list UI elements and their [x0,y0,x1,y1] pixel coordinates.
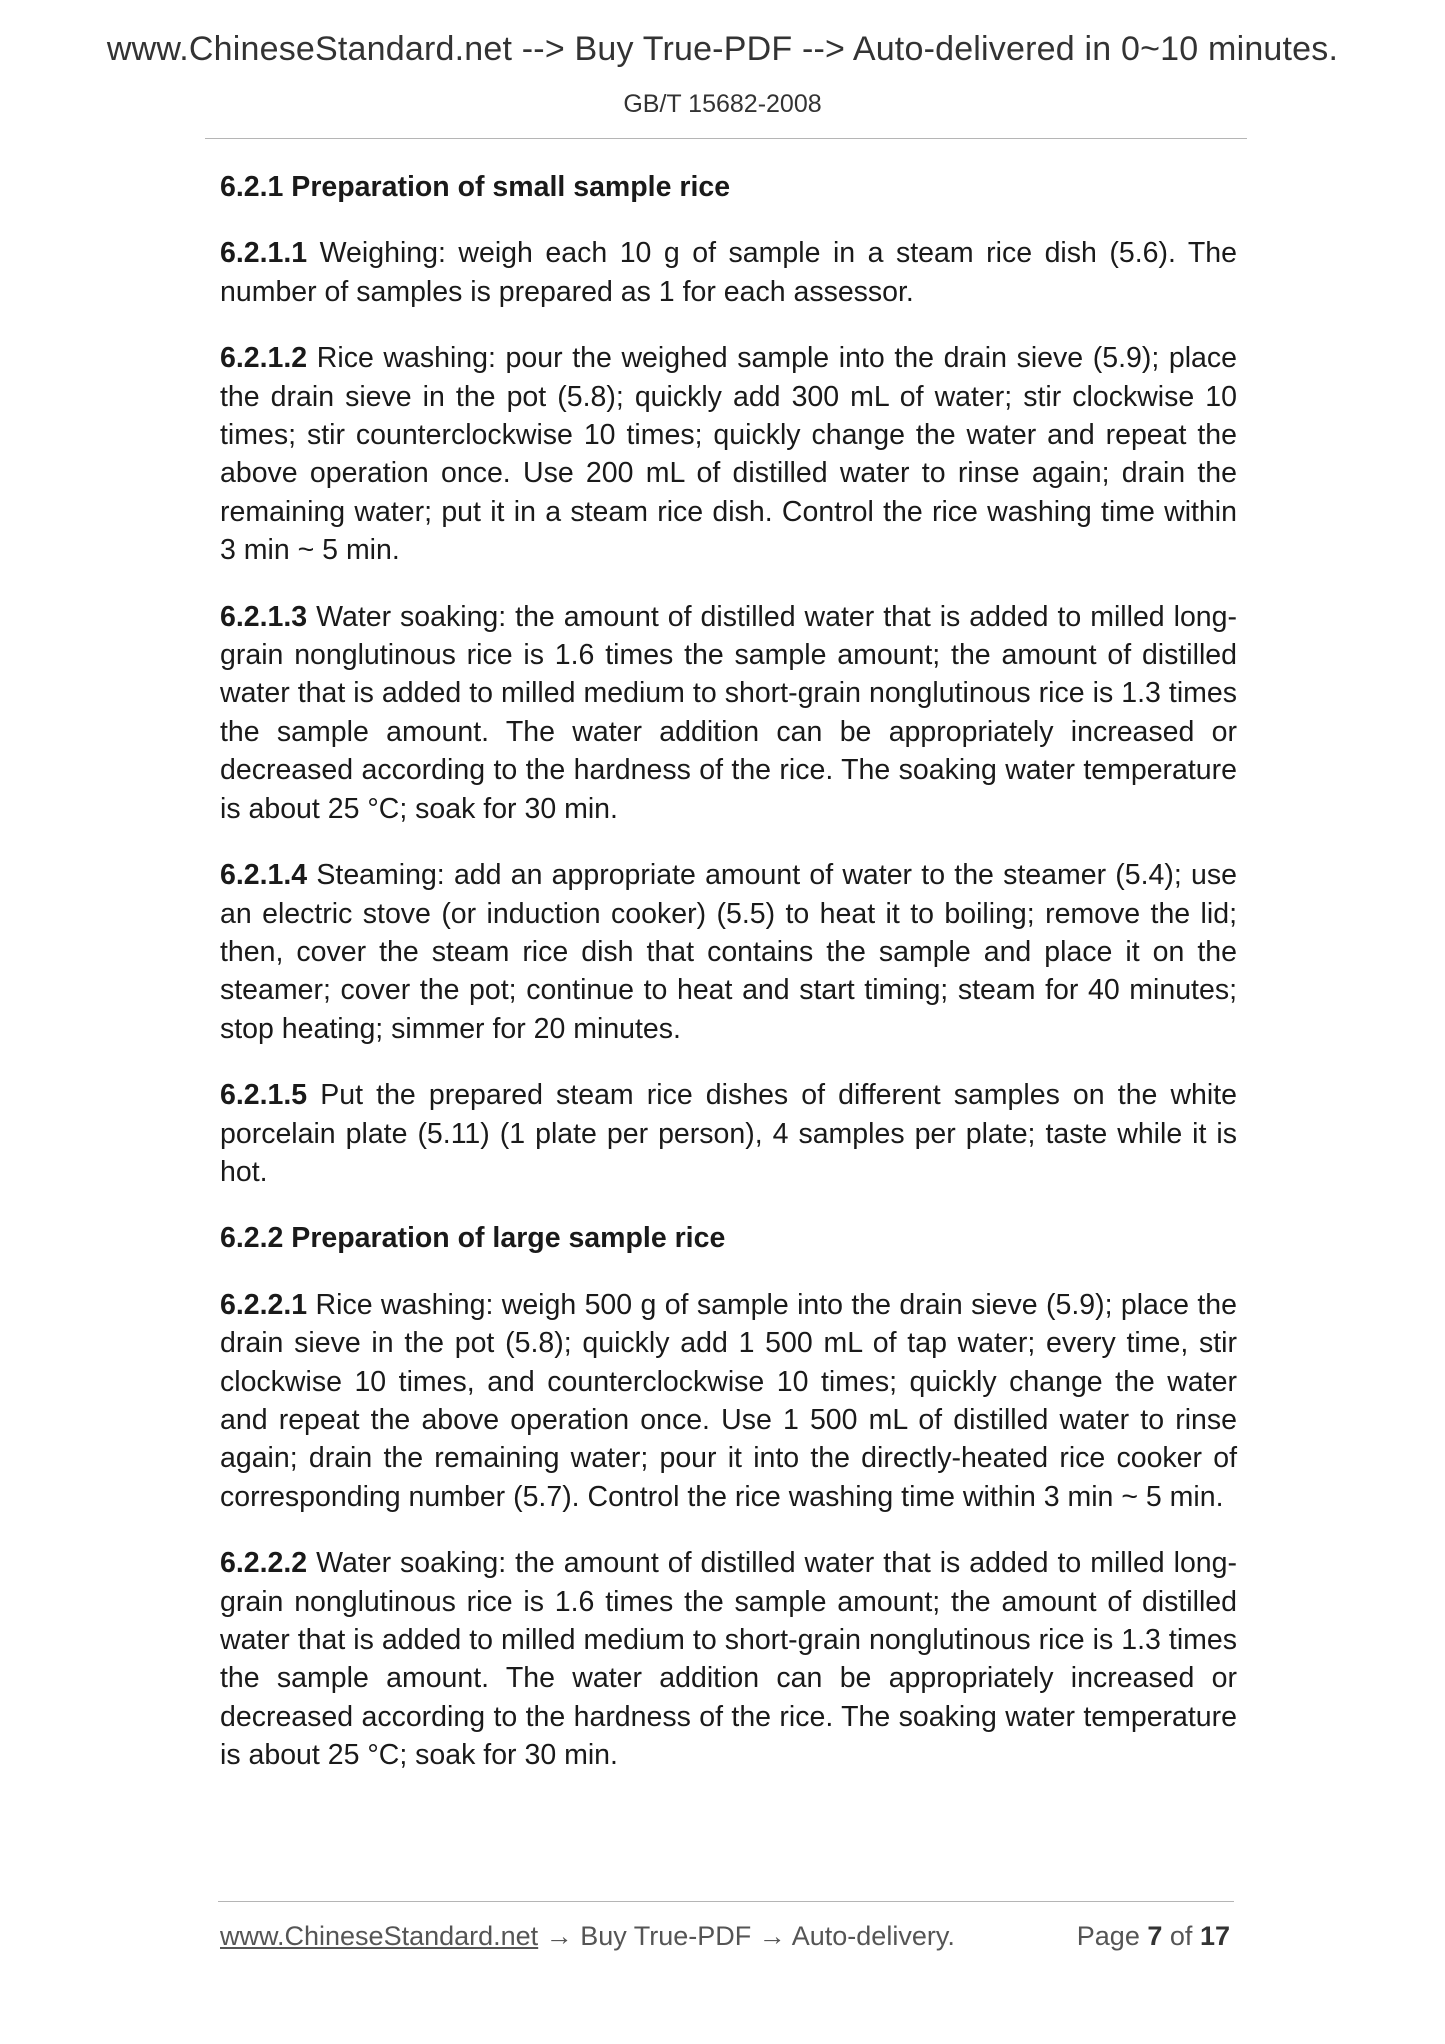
clause-text: Water soaking: the amount of distilled water that is added to milled long-grain nonglutinous rice is 1.6 times the sample amount; the amount of distilled water that is added to milled medium to short-grain nonglutinous rice is 1.3 times the sample amount. The water addition can be appropriately increased or decreased according to the hardness of the rice. The soaking water temperature is about 25 °C; soak for 30 min. [220,1547,1237,1772]
document-id: GB/T 15682-2008 [623,90,822,118]
clause-number: 6.2.2.2 [220,1547,308,1580]
clause-number: 6.2.2.1 [220,1288,308,1321]
clause-number: 6.2.1.4 [220,859,308,892]
footer-divider [218,1901,1234,1902]
page-label: Page [1076,1921,1140,1951]
clause-text: Put the prepared steam rice dishes of different samples on the white porcelain plate (5.11) (1 plate per person), 4 samples per plate; taste while it is hot. [220,1079,1237,1188]
header-divider [205,138,1247,139]
page-number [1077,1921,1230,1952]
footer-website-link[interactable]: www.ChineseStandard.net [220,1921,539,1951]
clause-text: Water soaking: the amount of distilled water that is added to milled long-grain nonglutinous rice is 1.6 times the sample amount; the amount of distilled water that is added to milled medium to short-grain nonglutinous rice is 1.3 times the sample amount. The water addition can be appropriately increased or decreased according to the hardness of the rice. The soaking water temperature is about 25 °C; soak for 30 min. [220,600,1237,825]
clause-text: Rice washing: pour the weighed sample into the drain sieve (5.9); place the drain sieve in the pot (5.8); quickly add 300 mL of water; stir clockwise 10 times; stir counterclockwise 10 times; quickly change the water and repeat the above operation once. Use 200 mL of distilled water to rinse again; drain the remaining water; put it in a steam rice dish. Control the rice washing time within 3 min ~ 5 min. [220,342,1237,567]
total-pages: 17 [1199,1921,1230,1951]
clause-6-2-2-1 [220,1286,1237,1516]
clause-6-2-1-4 [220,856,1237,1048]
page-of-label: of [1169,1921,1193,1951]
footer-left [220,1921,955,1952]
clause-6-2-1-5 [220,1076,1237,1191]
clause-text: Weighing: weigh each 10 g of sample in a steam rice dish (5.6). The number of samples is prepared as 1 for each assessor. [220,237,1237,308]
clause-text: Steaming: add an appropriate amount of water to the steamer (5.4); use an electric stove (or induction cooker) (5.5) to heat it to boiling; remove the lid; then, cover the steam rice dish that contains the sample and place it on the steamer; cover the pot; continue to heat and start timing; steam for 40 minutes; stop heating; simmer for 20 minutes. [220,859,1237,1045]
footer-tagline: → Buy True-PDF → Auto-delivery. [545,1921,955,1951]
section-heading-6-2-1: 6.2.1 Preparation of small sample rice [220,171,731,203]
clause-6-2-1-2 [220,339,1237,569]
clause-text: Rice washing: weigh 500 g of sample into the drain sieve (5.9); place the drain sieve in the pot (5.8); quickly add 1 500 mL of tap water; every time, stir clockwise 10 times, and counterclockwise 10 times; quickly change the water and repeat the above operation once. Use 1 500 mL of distilled water to rinse again; drain the remaining water; pour it into the directly-heated rice cooker of corresponding number (5.7). Control the rice washing time within 3 min ~ 5 min. [220,1288,1237,1513]
section-heading-6-2-2: 6.2.2 Preparation of large sample rice [220,1222,726,1255]
clause-number: 6.2.1.5 [220,1079,308,1112]
clause-number: 6.2.1.2 [220,342,308,375]
header-banner: www.ChineseStandard.net --> Buy True-PDF --> Auto-delivered in 0~10 minutes. [106,30,1339,68]
clause-6-2-1-1 [220,234,1237,311]
page-footer [220,1921,1230,1961]
clause-6-2-1-3 [220,598,1237,828]
current-page: 7 [1147,1921,1163,1951]
clause-number: 6.2.1.3 [220,600,308,633]
document-body [220,168,1237,1803]
clause-number: 6.2.1.1 [220,237,308,270]
clause-6-2-2-2 [220,1544,1237,1774]
